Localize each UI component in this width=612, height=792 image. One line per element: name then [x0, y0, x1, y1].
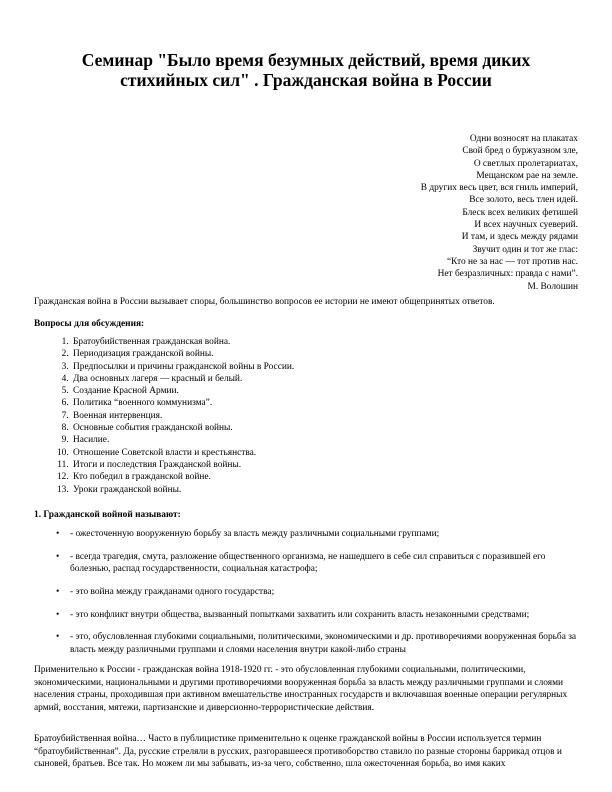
question-item: 3. Предпосылки и причины гражданской войны в России. — [71, 361, 571, 373]
bullet-icon: • — [56, 632, 60, 643]
poem-line: О светлых пролетариатах, — [473, 158, 578, 169]
definition-item — [34, 551, 579, 576]
poem-line: “Кто не за нас — тот против нас. — [446, 256, 578, 267]
epigraph-poem — [421, 133, 578, 293]
bullet-icon: • — [56, 586, 60, 597]
questions-list — [34, 336, 571, 496]
bullet-icon: • — [56, 551, 60, 562]
question-item: 8. Основные события гражданской войны. — [71, 422, 571, 434]
poem-line: И всех научных суеверий. — [474, 220, 578, 231]
question-item: 7. Военная интервенция. — [71, 410, 571, 422]
question-item: 5. Создание Красной Армии. — [71, 385, 571, 397]
definition-text: - это конфликт внутри общества, вызванный попытками захватить или сохранить власть незаконными средствами; — [70, 609, 530, 620]
question-item: 6. Политика “военного коммунизма”. — [71, 397, 571, 409]
question-item: 4. Два основных лагеря — красный и белый. — [71, 373, 571, 385]
poem-author: М. Волошин — [527, 281, 578, 292]
definition-heading: 1. Гражданской войной называют: — [34, 510, 181, 520]
poem-line: В других весь цвет, вся гниль империй, — [420, 183, 578, 194]
bullet-icon: • — [56, 609, 60, 620]
definition-item — [34, 609, 579, 621]
poem-line: Нет безразличных: правда с нами”. — [437, 269, 578, 280]
poem-line: Звучит один и тот же глас: — [472, 244, 578, 255]
bullet-icon: • — [56, 529, 60, 539]
definition-text: - ожесточенную вооруженную борьбу за власть между различными социальными группами; — [70, 529, 440, 539]
body-paragraph: Братоубийственная война… Часто в публицистике применительно к оценке гражданской войны в России используется термин “братоубийственная”. Да, русские стреляли в русских, разгоравшееся противоборство ставило по разные стороны баррикад отцов и сыновей, братьев. Все так. Но можем ли мы забывать, из-за чего, собственно, шла ожесточенная борьба, во имя каких — [34, 734, 562, 769]
poem-line: Одни возносят на плакатах — [469, 134, 578, 144]
body-paragraph: Применительно к России - гражданская война 1918-1920 гг. - это обусловленная глубокими социальными, политическими, экономическими, национальными и другими противоречиями вооруженная борьба за власть между различными группами и слоями населения страны, проходившая при активном вмешательстве иностранных государств и включавшая военные операции регулярных армий, восстания, мятежи, партизанские и диверсионно-террористические действия. — [34, 665, 568, 713]
question-item: 11. Итоги и последствия Гражданской войны. — [71, 459, 571, 471]
poem-line: Свой бред о буржуазном зле, — [462, 146, 578, 157]
definition-item — [34, 631, 579, 656]
definition-item — [34, 528, 579, 540]
poem-line: Мещанском рае на земле. — [476, 170, 578, 181]
question-item: 9. Насилие. — [71, 434, 571, 446]
poem-line: Блеск всех великих фетишей — [462, 207, 578, 218]
definition-text: - всегда трагедия, смута, разложение общественного организма, не нашедшего в себе сил справиться с поразившей его болезнью, распад государственности, социальная катастрофа; — [70, 551, 546, 575]
question-item: 12. Кто победил в гражданской войне. — [71, 471, 571, 483]
question-item: 13. Уроки гражданской войны. — [71, 484, 571, 496]
intro-paragraph: Гражданская война в России вызывает споры, большинство вопросов ее истории не имеют общепринятых ответов. — [34, 297, 495, 307]
definition-item — [34, 586, 579, 598]
definition-text: - это война между гражданами одного государства; — [70, 586, 275, 597]
poem-line: И там, и здесь между рядами — [461, 232, 578, 243]
definitions-list — [34, 528, 579, 667]
definition-text: - это, обусловленная глубокими социальными, политическими, экономическими и др. противоречиями вооруженная борьба за власть между различными группами и слоями населения внутри какой-либо страны — [70, 632, 577, 655]
question-item: 2. Периодизация гражданской войны. — [71, 348, 571, 360]
poem-line: Все золото, весь тлен идей. — [469, 195, 578, 206]
question-item: 10. Отношение Советской власти и крестьянства. — [71, 447, 571, 459]
page-title: Семинар "Было время безумных действий, время диких стихийных сил" . Гражданская война в России — [81, 50, 531, 90]
questions-heading: Вопросы для обсуждения: — [34, 319, 145, 329]
question-item: 1. Братоубийственная гражданская война. — [71, 336, 571, 348]
